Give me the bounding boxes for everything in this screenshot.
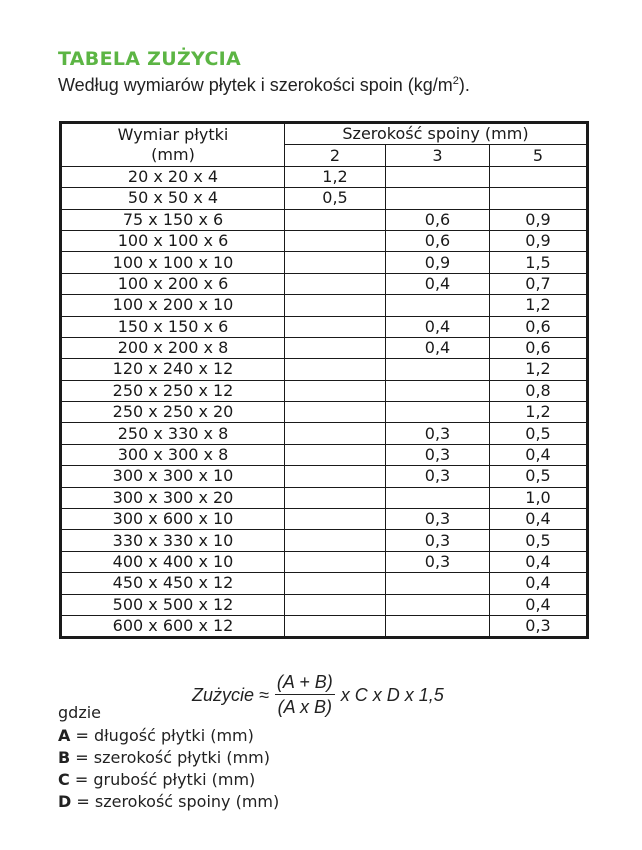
- table-row: [61, 273, 588, 294]
- cell-joint-5mm: 0,5: [490, 530, 588, 551]
- cell-tile-dimension: 50 x 50 x 4: [61, 188, 285, 209]
- cell-joint-2mm: [285, 444, 386, 465]
- header-dim-line1: Wymiar płytki: [117, 124, 229, 144]
- cell-joint-3mm: 0,6: [386, 230, 490, 251]
- cell-joint-5mm: 1,2: [490, 359, 588, 380]
- cell-joint-3mm: [386, 359, 490, 380]
- page-title: TABELA ZUŻYCIA: [58, 48, 242, 70]
- cell-tile-dimension: 500 x 500 x 12: [61, 594, 285, 615]
- cell-joint-5mm: 0,4: [490, 444, 588, 465]
- cell-tile-dimension: 150 x 150 x 6: [61, 316, 285, 337]
- table-row: [61, 615, 588, 637]
- cell-joint-5mm: [490, 166, 588, 187]
- table-row: [61, 444, 588, 465]
- cell-tile-dimension: 400 x 400 x 10: [61, 551, 285, 572]
- cell-joint-2mm: [285, 337, 386, 358]
- cell-tile-dimension: 100 x 200 x 6: [61, 273, 285, 294]
- cell-joint-5mm: 0,5: [490, 466, 588, 487]
- cell-tile-dimension: 250 x 250 x 20: [61, 402, 285, 423]
- legend-item-a: [58, 725, 279, 747]
- cell-tile-dimension: 100 x 200 x 10: [61, 295, 285, 316]
- cell-tile-dimension: 250 x 250 x 12: [61, 380, 285, 401]
- legend-text: = szerokość płytki (mm): [70, 748, 270, 767]
- cell-joint-5mm: 0,4: [490, 509, 588, 530]
- cell-tile-dimension: 300 x 300 x 8: [61, 444, 285, 465]
- cell-joint-5mm: 0,9: [490, 230, 588, 251]
- table-row: [61, 252, 588, 273]
- legend-key: C: [58, 770, 70, 789]
- legend-text: = szerokość spoiny (mm): [71, 792, 280, 811]
- header-tile-dimension: [61, 123, 285, 167]
- cell-tile-dimension: 20 x 20 x 4: [61, 166, 285, 187]
- cell-joint-3mm: 0,3: [386, 551, 490, 572]
- table-row: [61, 594, 588, 615]
- cell-joint-5mm: 0,4: [490, 551, 588, 572]
- subtitle-suffix: ).: [458, 75, 470, 95]
- cell-tile-dimension: 300 x 300 x 10: [61, 466, 285, 487]
- table-row: [61, 188, 588, 209]
- table-row: [61, 530, 588, 551]
- cell-joint-2mm: [285, 273, 386, 294]
- cell-joint-3mm: [386, 402, 490, 423]
- cell-joint-3mm: 0,4: [386, 273, 490, 294]
- header-joint-width: Szerokość spoiny (mm): [285, 123, 588, 145]
- legend-item-b: [58, 747, 279, 769]
- cell-tile-dimension: 300 x 300 x 20: [61, 487, 285, 508]
- table-body: [61, 166, 588, 638]
- usage-table: [59, 121, 589, 639]
- cell-joint-3mm: [386, 380, 490, 401]
- cell-joint-2mm: 0,5: [285, 188, 386, 209]
- cell-joint-2mm: [285, 594, 386, 615]
- cell-joint-3mm: [386, 615, 490, 637]
- cell-joint-2mm: [285, 509, 386, 530]
- legend-key: B: [58, 748, 71, 767]
- subheader-5mm: 5: [490, 145, 588, 166]
- table-row: [61, 573, 588, 594]
- cell-joint-2mm: [285, 402, 386, 423]
- table-row: [61, 466, 588, 487]
- cell-joint-5mm: 0,8: [490, 380, 588, 401]
- table-row: [61, 551, 588, 572]
- cell-joint-3mm: 0,4: [386, 337, 490, 358]
- subtitle-superscript: 2: [452, 75, 459, 87]
- cell-joint-5mm: 1,2: [490, 295, 588, 316]
- legend-item-d: [58, 791, 279, 813]
- where-label: gdzie: [58, 703, 101, 722]
- cell-joint-5mm: [490, 188, 588, 209]
- formula-numerator: (A + B): [275, 672, 335, 695]
- table-row: [61, 509, 588, 530]
- cell-joint-2mm: [285, 615, 386, 637]
- subheader-2mm: 2: [285, 145, 386, 166]
- cell-joint-3mm: [386, 188, 490, 209]
- cell-joint-3mm: [386, 487, 490, 508]
- cell-joint-5mm: 1,0: [490, 487, 588, 508]
- cell-joint-5mm: 0,6: [490, 337, 588, 358]
- page-subtitle: [58, 75, 470, 96]
- cell-joint-5mm: 0,4: [490, 594, 588, 615]
- table-row: [61, 402, 588, 423]
- cell-tile-dimension: 330 x 330 x 10: [61, 530, 285, 551]
- table-header-row: [61, 123, 588, 145]
- cell-joint-5mm: 0,9: [490, 209, 588, 230]
- formula-fraction: [275, 672, 335, 718]
- cell-joint-3mm: 0,3: [386, 466, 490, 487]
- subtitle-prefix: Według wymiarów płytek i szerokości spoin (kg/m: [58, 75, 453, 95]
- table-row: [61, 380, 588, 401]
- table-row: [61, 166, 588, 187]
- table-row: [61, 359, 588, 380]
- cell-joint-2mm: [285, 380, 386, 401]
- formula-lhs: Zużycie ≈: [192, 684, 269, 705]
- table-row: [61, 423, 588, 444]
- header-dim-line2: (mm): [151, 144, 195, 164]
- cell-joint-3mm: 0,3: [386, 530, 490, 551]
- cell-tile-dimension: 75 x 150 x 6: [61, 209, 285, 230]
- cell-joint-2mm: [285, 316, 386, 337]
- cell-joint-5mm: 0,7: [490, 273, 588, 294]
- table-row: [61, 337, 588, 358]
- cell-joint-5mm: 0,5: [490, 423, 588, 444]
- legend-key: A: [58, 726, 71, 745]
- cell-joint-5mm: 0,6: [490, 316, 588, 337]
- cell-tile-dimension: 100 x 100 x 10: [61, 252, 285, 273]
- cell-joint-3mm: [386, 573, 490, 594]
- cell-joint-2mm: [285, 423, 386, 444]
- cell-joint-2mm: [285, 466, 386, 487]
- cell-joint-5mm: 1,2: [490, 402, 588, 423]
- cell-joint-5mm: 0,4: [490, 573, 588, 594]
- table-row: [61, 209, 588, 230]
- cell-joint-3mm: 0,3: [386, 509, 490, 530]
- legend-key: D: [58, 792, 72, 811]
- cell-tile-dimension: 600 x 600 x 12: [61, 615, 285, 637]
- formula: [192, 672, 444, 718]
- cell-joint-5mm: 1,5: [490, 252, 588, 273]
- cell-joint-2mm: [285, 252, 386, 273]
- cell-tile-dimension: 100 x 100 x 6: [61, 230, 285, 251]
- cell-joint-2mm: [285, 530, 386, 551]
- legend-text: = grubość płytki (mm): [69, 770, 256, 789]
- cell-tile-dimension: 120 x 240 x 12: [61, 359, 285, 380]
- formula-rhs: x C x D x 1,5: [340, 684, 444, 705]
- cell-joint-3mm: 0,3: [386, 444, 490, 465]
- table-row: [61, 487, 588, 508]
- formula-denominator: (A x B): [277, 697, 332, 717]
- table-row: [61, 295, 588, 316]
- formula-legend: [58, 725, 279, 813]
- table-row: [61, 316, 588, 337]
- cell-joint-2mm: [285, 295, 386, 316]
- cell-joint-3mm: [386, 166, 490, 187]
- legend-item-c: [58, 769, 279, 791]
- cell-joint-3mm: [386, 295, 490, 316]
- cell-joint-5mm: 0,3: [490, 615, 588, 637]
- cell-joint-2mm: [285, 487, 386, 508]
- cell-joint-3mm: [386, 594, 490, 615]
- cell-joint-2mm: 1,2: [285, 166, 386, 187]
- cell-joint-3mm: 0,3: [386, 423, 490, 444]
- cell-joint-3mm: 0,6: [386, 209, 490, 230]
- cell-tile-dimension: 250 x 330 x 8: [61, 423, 285, 444]
- cell-joint-2mm: [285, 551, 386, 572]
- cell-joint-3mm: 0,9: [386, 252, 490, 273]
- cell-tile-dimension: 300 x 600 x 10: [61, 509, 285, 530]
- cell-joint-3mm: 0,4: [386, 316, 490, 337]
- cell-tile-dimension: 200 x 200 x 8: [61, 337, 285, 358]
- legend-text: = długość płytki (mm): [70, 726, 254, 745]
- cell-joint-2mm: [285, 230, 386, 251]
- cell-joint-2mm: [285, 573, 386, 594]
- cell-tile-dimension: 450 x 450 x 12: [61, 573, 285, 594]
- table-row: [61, 230, 588, 251]
- subheader-3mm: 3: [386, 145, 490, 166]
- cell-joint-2mm: [285, 209, 386, 230]
- cell-joint-2mm: [285, 359, 386, 380]
